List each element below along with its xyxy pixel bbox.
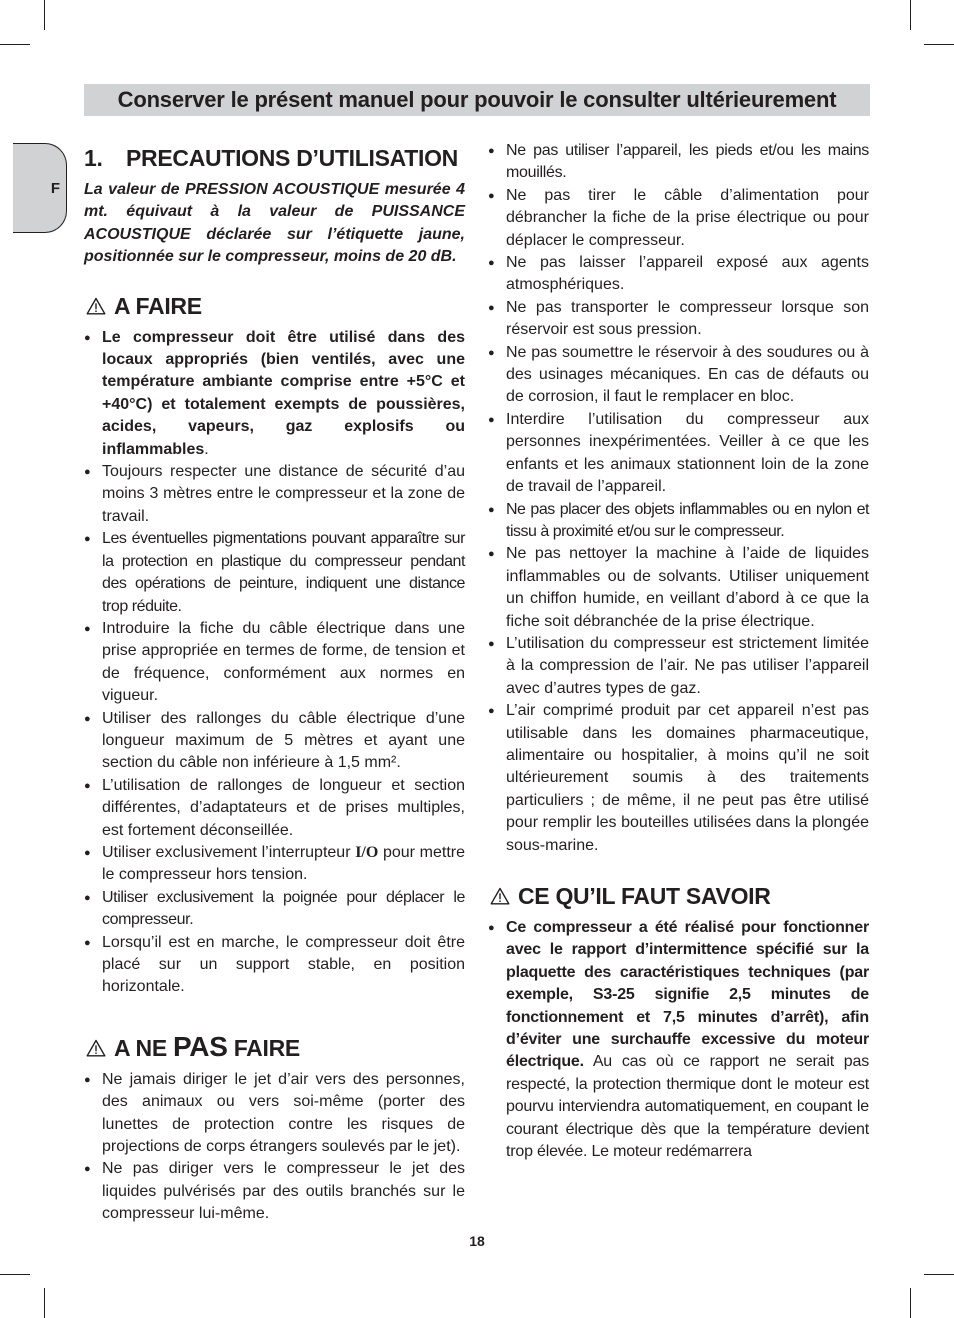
language-tab — [13, 143, 67, 233]
item-text: Utiliser exclusivement l’interrupteur — [102, 843, 356, 861]
list-item: ● Introduire la fiche du câble électrique dans une prise appropriée en termes de forme, de tension et de fréquence, conformément aux normes en vigueur. — [84, 618, 465, 708]
crop-mark — [0, 44, 30, 45]
a-ne-pas-faire-title-c: FAIRE — [227, 1034, 300, 1061]
ce-quil-faut-savoir-title: CE QU’IL FAUT SAVOIR — [518, 883, 771, 909]
list-item: ● Ne pas laisser l’appareil exposé aux agents atmosphériques. — [488, 252, 869, 297]
list-item: ● Ne pas placer des objets inflammables ou en nylon et tissu à proximité et/ou sur le compresseur. — [488, 499, 869, 544]
crop-mark — [924, 44, 954, 45]
list-item — [84, 842, 465, 887]
list-item: ● Les éventuelles pigmentations pouvant apparaître sur la protection en plastique du compresseur pendant des opérations de peinture, indiquent une distance trop réduite. — [84, 528, 465, 618]
crop-mark — [0, 1274, 30, 1275]
a-ne-pas-faire-list-right — [488, 140, 869, 857]
item-text: Au cas où ce rapport ne serait pas respecté, la protection thermique dont le moteur est pourvu interviendra automatiquement, en coupant le courant électrique dès que la température devient trop élevée. Le moteur redémarrera — [506, 1053, 869, 1161]
crop-mark — [910, 1288, 911, 1318]
warning-icon — [86, 1039, 106, 1057]
list-item — [488, 917, 869, 1163]
a-ne-pas-faire-heading — [84, 1032, 465, 1063]
crop-mark — [924, 1274, 954, 1275]
item-bold-text: Ce compresseur a été réalisé pour fonctionner avec le rapport d’intermittence spécifié sur la plaquette des caractéristiques techniques (par exemple, S3-25 signifie 2,5 minutes de fonctionnement et 7,5 minutes d’arrêt), afin d’éviter une surchauffe excessive du moteur électrique. — [506, 919, 869, 1071]
list-item: ● L’utilisation de rallonges de longueur et section différentes, d’adaptateurs et de prises multiples, est fortement déconseillée. — [84, 775, 465, 842]
list-item: ● Ne pas soumettre le réservoir à des soudures ou à des usinages mécaniques. En cas de défauts ou de corrosion, il faut le remplacer en bloc. — [488, 342, 869, 409]
a-faire-title: A FAIRE — [114, 292, 202, 319]
section-number: 1. — [84, 145, 103, 171]
a-faire-heading — [84, 291, 465, 321]
crop-mark — [910, 0, 911, 30]
a-ne-pas-faire-title-a: A NE — [114, 1034, 173, 1061]
warning-icon — [490, 887, 510, 905]
section-intro: La valeur de PRESSION ACOUSTIQUE mesurée 4 mt. équivaut à la valeur de PUISSANCE ACOUSTIQUE déclarée sur l’étiquette jaune, positionnée sur le compresseur, moins de 20 dB. — [84, 181, 465, 266]
a-faire-list — [84, 327, 465, 999]
left-column — [84, 140, 465, 1226]
list-item: ● Utiliser des rallonges du câble électrique d’une longueur maximum de 5 mètres et ayant une section du câble non inférieure à 1,5 mm². — [84, 708, 465, 775]
list-item: ● L’utilisation du compresseur est strictement limitée à la compression de l’air. Ne pas utiliser l’appareil avec d’autres types de gaz. — [488, 633, 869, 700]
right-column — [488, 140, 869, 1163]
language-tab-label: F — [50, 180, 60, 197]
ce-quil-faut-savoir-list — [488, 917, 869, 1163]
item-text: pour mettre le compresseur hors tension. — [102, 843, 466, 884]
list-item: ● Ne pas tirer le câble d’alimentation pour débrancher la fiche de la prise électrique ou pour déplacer le compresseur. — [488, 185, 869, 252]
list-item: ● Ne pas nettoyer la machine à l’aide de liquides inflammables ou de solvants. Utiliser uniquement un chiffon humide, en veillant d’abord à ce que la fiche soit débranchée de la prise électrique. — [488, 543, 869, 633]
list-item: ● Ne jamais diriger le jet d’air vers des personnes, des animaux ou vers soi-même (porter des lunettes de protection contre les risques de projections de corps étrangers soulevés par le jet). — [84, 1069, 465, 1159]
list-item: ● Utiliser exclusivement la poignée pour déplacer le compresseur. — [84, 887, 465, 932]
crop-mark — [44, 0, 45, 30]
section-heading — [84, 143, 465, 173]
list-item: ● Interdire l’utilisation du compresseur aux personnes inexpérimentées. Veiller à ce que les enfants et les animaux stationnent loin de la zone de travail de l’appareil. — [488, 409, 869, 499]
item-bold-text: Le compresseur doit être utilisé dans des locaux appropriés (bien ventilés, avec une température ambiante comprise entre +5°C et +40°C) et totalement exempts de poussières, acides, vapeurs, gaz explosifs ou inflammables — [102, 328, 465, 458]
item-text: . — [204, 440, 209, 458]
switch-symbol: I/O — [355, 843, 379, 861]
section-title: PRECAUTIONS D’UTILISATION — [126, 145, 458, 171]
list-item: ● Ne pas diriger vers le compresseur le jet des liquides pulvérisés par des outils branchés sur le compresseur lui-même. — [84, 1158, 465, 1225]
list-item — [84, 327, 465, 461]
a-ne-pas-faire-list-left — [84, 1069, 465, 1226]
warning-icon — [86, 297, 106, 315]
ce-quil-faut-savoir-heading — [488, 881, 869, 911]
list-item: ● Toujours respecter une distance de sécurité d’au moins 3 mètres entre le compresseur et la zone de travail. — [84, 461, 465, 528]
list-item: ● Ne pas utiliser l’appareil, les pieds et/ou les mains mouillés. — [488, 140, 869, 185]
a-ne-pas-faire-title-b: PAS — [173, 1030, 228, 1062]
list-item: ● Lorsqu’il est en marche, le compresseur doit être placé sur un support stable, en position horizontale. — [84, 932, 465, 999]
list-item: ● Ne pas transporter le compresseur lorsque son réservoir est sous pression. — [488, 297, 869, 342]
header-banner: Conserver le présent manuel pour pouvoir le consulter ultérieurement — [84, 84, 870, 116]
page-number: 18 — [469, 1233, 485, 1249]
crop-mark — [44, 1288, 45, 1318]
list-item: ● L’air comprimé produit par cet appareil n’est pas utilisable dans les domaines pharmaceutique, alimentaire ou hospitalier, à moins qu’il ne soit ultérieurement soumis à des traitements particuliers ; de même, il ne peut pas être utilisé pour remplir les bouteilles utilisées dans la plongée sous-marine. — [488, 700, 869, 857]
